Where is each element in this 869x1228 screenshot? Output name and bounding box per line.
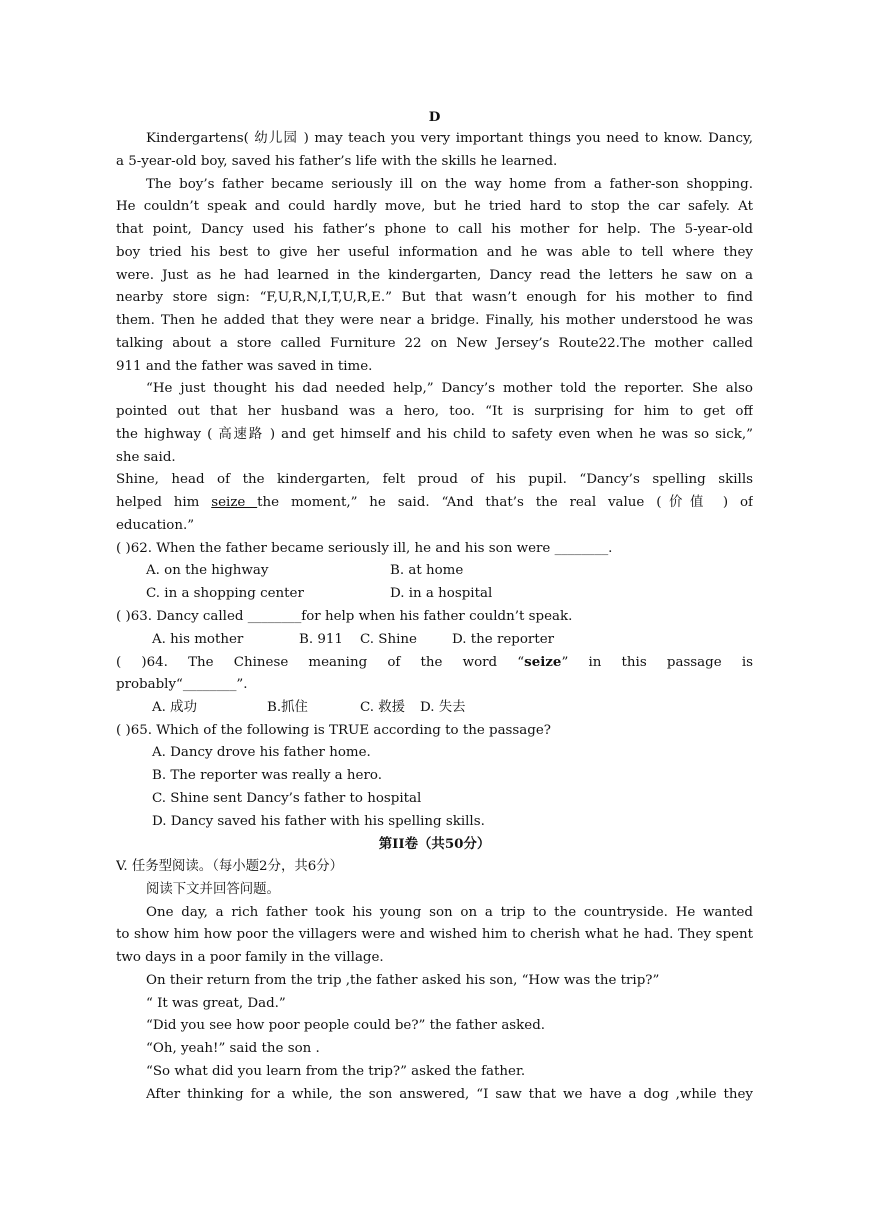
passage-line: “He just thought his dad needed help,” Dancy’s mother told the reporter. She also [146, 381, 753, 396]
q64-option-b: B.抓住 [267, 700, 308, 715]
q62-option-a: A. on the highway [146, 563, 269, 578]
passage-line [116, 492, 753, 514]
q65-option-c: C. Shine sent Dancy’s father to hospital [152, 791, 422, 806]
bold-word-seize: seize [524, 654, 562, 670]
passage-line: “Oh, yeah!” said the son . [146, 1041, 320, 1056]
q63-option-d: D. the reporter [452, 632, 555, 647]
question-text: ( )64. The Chinese meaning of the word “ [116, 655, 525, 670]
question-63-stem: ( )63. Dancy called ________for help when his father couldn’t speak. [116, 609, 573, 624]
question-62-stem: ( )62. When the father became seriously ill, he and his son were ________. [116, 541, 613, 556]
passage-text: the moment,” he said. “And that’s the real value (价值 ) of [257, 495, 753, 510]
passage-line: education.” [116, 518, 195, 533]
passage-line: The boy’s father became seriously ill on the way home from a father-son shopping. [146, 177, 753, 192]
q65-option-d: D. Dancy saved his father with his spelling skills. [152, 814, 485, 829]
passage-line: pointed out that her husband was a hero, too. “It is surprising for him to get off [116, 404, 753, 419]
passage-line: she said. [116, 450, 176, 465]
question-64-stem [116, 651, 753, 673]
q62-option-b: B. at home [390, 563, 464, 578]
underlined-word-seize: seize [211, 495, 258, 510]
q63-option-c: C. Shine [360, 632, 417, 647]
passage-line: boy tried his best to give her useful information and he was able to tell where they [116, 245, 753, 260]
section-title-d: D [428, 109, 441, 125]
question-64-stem-line2: probably“________”. [116, 677, 248, 692]
passage-line: 911 and the father was saved in time. [116, 359, 373, 374]
passage-line: nearby store sign: “F,U,R,N,I,T,U,R,E.” But that wasn’t enough for his mother to find [116, 290, 753, 305]
q63-option-a: A. his mother [152, 632, 244, 647]
passage-line: On their return from the trip ,the father asked his son, “How was the trip?” [146, 973, 660, 988]
part-2-title: 第II卷（共50分） [378, 836, 491, 852]
q62-option-d: D. in a hospital [390, 586, 493, 601]
question-text: according to the passage? [369, 723, 551, 738]
q64-option-a: A. 成功 [152, 700, 197, 715]
passage-line: were. Just as he had learned in the kindergarten, Dancy read the letters he saw on a [116, 268, 753, 283]
q64-option-c: C. 救援 [360, 700, 406, 715]
passage-line: them. Then he added that they were near a bridge. Finally, his mother understood he was [116, 313, 753, 328]
passage-line: Shine, head of the kindergarten, felt proud of his pupil. “Dancy’s spelling skills [116, 472, 753, 487]
passage-line: One day, a rich father took his young son on a trip to the countryside. He wanted [146, 905, 753, 920]
emphasis-word-true: TRUE [329, 723, 370, 738]
q63-option-b: B. 911 [299, 632, 343, 647]
passage-line: two days in a poor family in the village. [116, 950, 384, 965]
q62-option-c: C. in a shopping center [146, 586, 304, 601]
passage-line: “Did you see how poor people could be?” the father asked. [146, 1018, 546, 1033]
passage-line: talking about a store called Furniture 22 on New Jersey’s Route22.The mother called [116, 336, 753, 351]
passage-line: the highway ( 高速路 ) and get himself and his child to safety even when he was so sick,” [116, 427, 753, 442]
passage-line: “ It was great, Dad.” [146, 996, 286, 1011]
passage-line: He couldn’t speak and could hardly move, but he tried hard to stop the car safely. At [116, 199, 753, 214]
passage-line: a 5-year-old boy, saved his father’s life with the skills he learned. [116, 154, 558, 169]
passage-line: “So what did you learn from the trip?” asked the father. [146, 1064, 526, 1079]
passage-line: After thinking for a while, the son answered, “I saw that we have a dog ,while they [146, 1087, 753, 1102]
passage-text: helped him [116, 495, 212, 510]
question-text: ” in this passage is [561, 655, 753, 670]
question-65-stem [116, 720, 753, 742]
question-text: ( )65. Which of the following is [116, 723, 330, 738]
q64-option-d: D. 失去 [420, 700, 466, 715]
passage-line: Kindergartens( 幼儿园 ) may teach you very important things you need to know. Dancy, [146, 131, 753, 146]
section-v-heading: V. 任务型阅读。（每小题2分，共6分） [116, 859, 344, 874]
passage-line: that point, Dancy used his father’s phone to call his mother for help. The 5-year-old [116, 222, 753, 237]
q65-option-b: B. The reporter was really a hero. [152, 768, 382, 783]
passage-line: to show him how poor the villagers were and wished him to cherish what he had. They spent [116, 927, 753, 942]
q65-option-a: A. Dancy drove his father home. [152, 745, 371, 760]
section-v-instruction: 阅读下文并回答问题。 [146, 882, 280, 897]
